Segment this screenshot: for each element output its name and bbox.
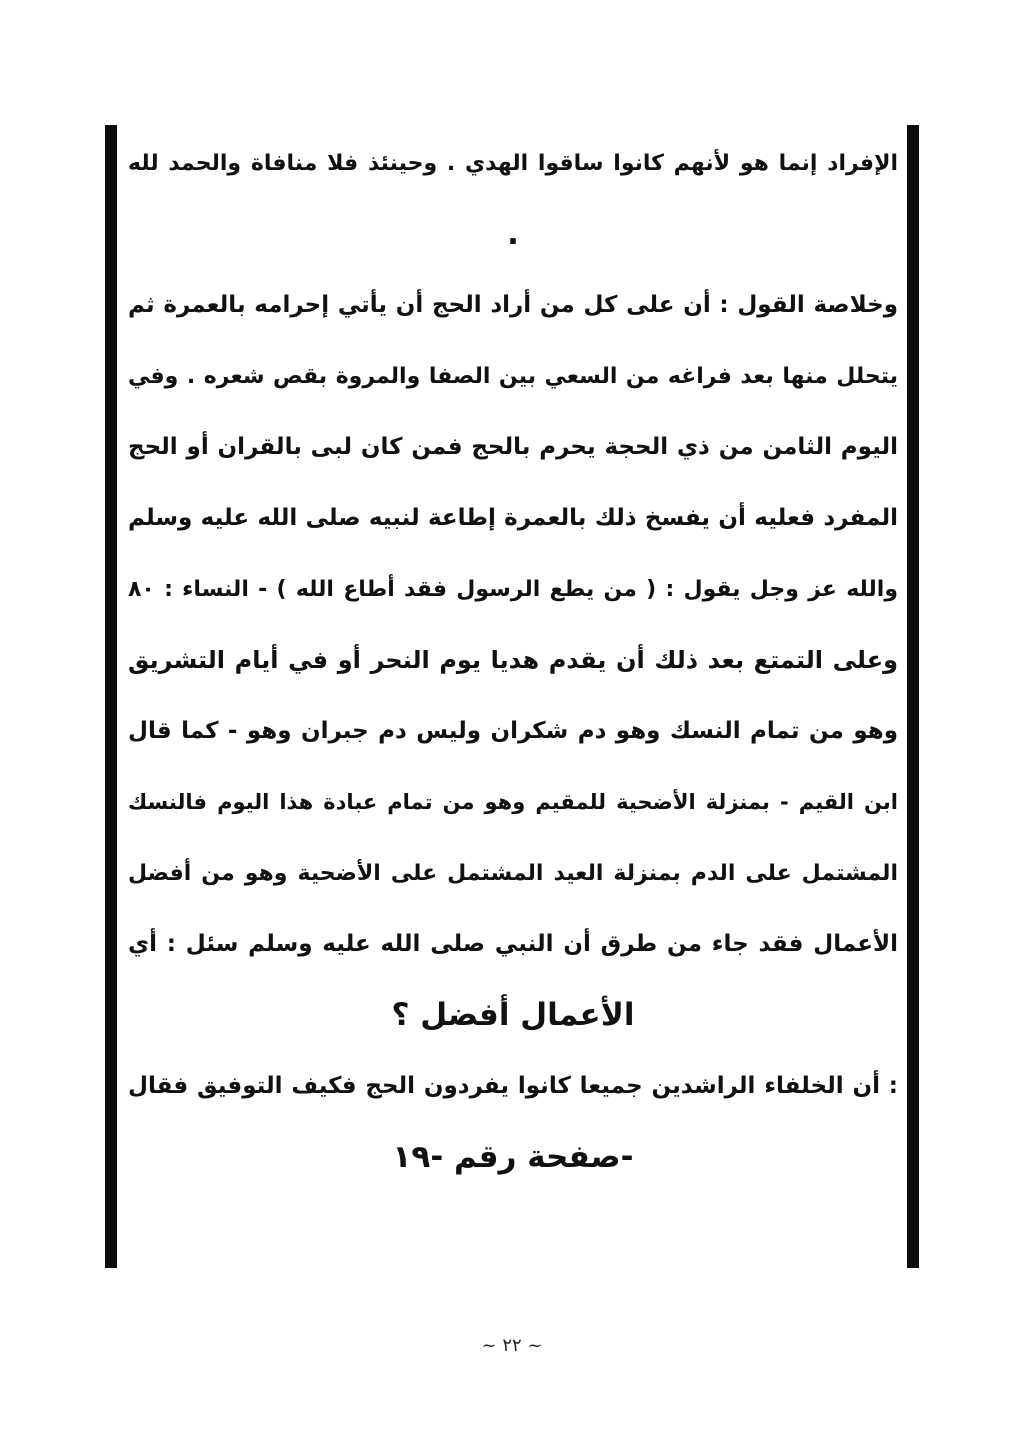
text-line-8: وعلى التمتع بعد ذلك أن يقدم هديا يوم النحر أو في أيام التشريق xyxy=(128,646,898,674)
text-line-1: الإفراد إنما هو لأنهم كانوا ساقوا الهدي . وحينئذ فلا منافاة والحمد لله xyxy=(128,151,898,176)
inner-page-reference: -صفحة رقم -١٩ xyxy=(392,1139,634,1175)
text-line-6: المفرد فعليه أن يفسخ ذلك بالعمرة إطاعة لنبيه صلى الله عليه وسلم xyxy=(128,505,898,531)
body-text xyxy=(128,128,898,1193)
left-border-bar xyxy=(105,125,117,1268)
text-line-2: . xyxy=(507,216,519,252)
text-line-3: وخلاصة القول : أن على كل من أراد الحج أن يأتي إحرامه بالعمرة ثم xyxy=(128,292,898,318)
text-line-7: والله عز وجل يقول : ( من يطع الرسول فقد أطاع الله ) - النساء : ٨٠ xyxy=(128,577,898,602)
text-line-9: وهو من تمام النسك وهو دم شكران وليس دم جبران وهو - كما قال xyxy=(128,718,898,744)
text-line-12: الأعمال فقد جاء من طرق أن النبي صلى الله عليه وسلم سئل : أي xyxy=(128,931,898,957)
text-line-14: : أن الخلفاء الراشدين جميعا كانوا يفردون الحج فكيف التوفيق فقال xyxy=(128,1073,898,1099)
page-number: ~ ٢٢ ~ xyxy=(481,1335,543,1356)
text-line-11: المشتمل على الدم بمنزلة العيد المشتمل على الأضحية وهو من أفضل xyxy=(128,861,898,886)
right-border-bar xyxy=(907,125,919,1268)
text-line-13: الأعمال أفضل ؟ xyxy=(391,997,635,1033)
text-line-10: ابن القيم - بمنزلة الأضحية للمقيم وهو من تمام عبادة هذا اليوم فالنسك xyxy=(128,790,898,814)
text-line-4: يتحلل منها بعد فراغه من السعي بين الصفا والمروة بقص شعره . وفي xyxy=(128,364,898,389)
text-line-5: اليوم الثامن من ذي الحجة يحرم بالحج فمن كان لبى بالقران أو الحج xyxy=(128,434,898,460)
